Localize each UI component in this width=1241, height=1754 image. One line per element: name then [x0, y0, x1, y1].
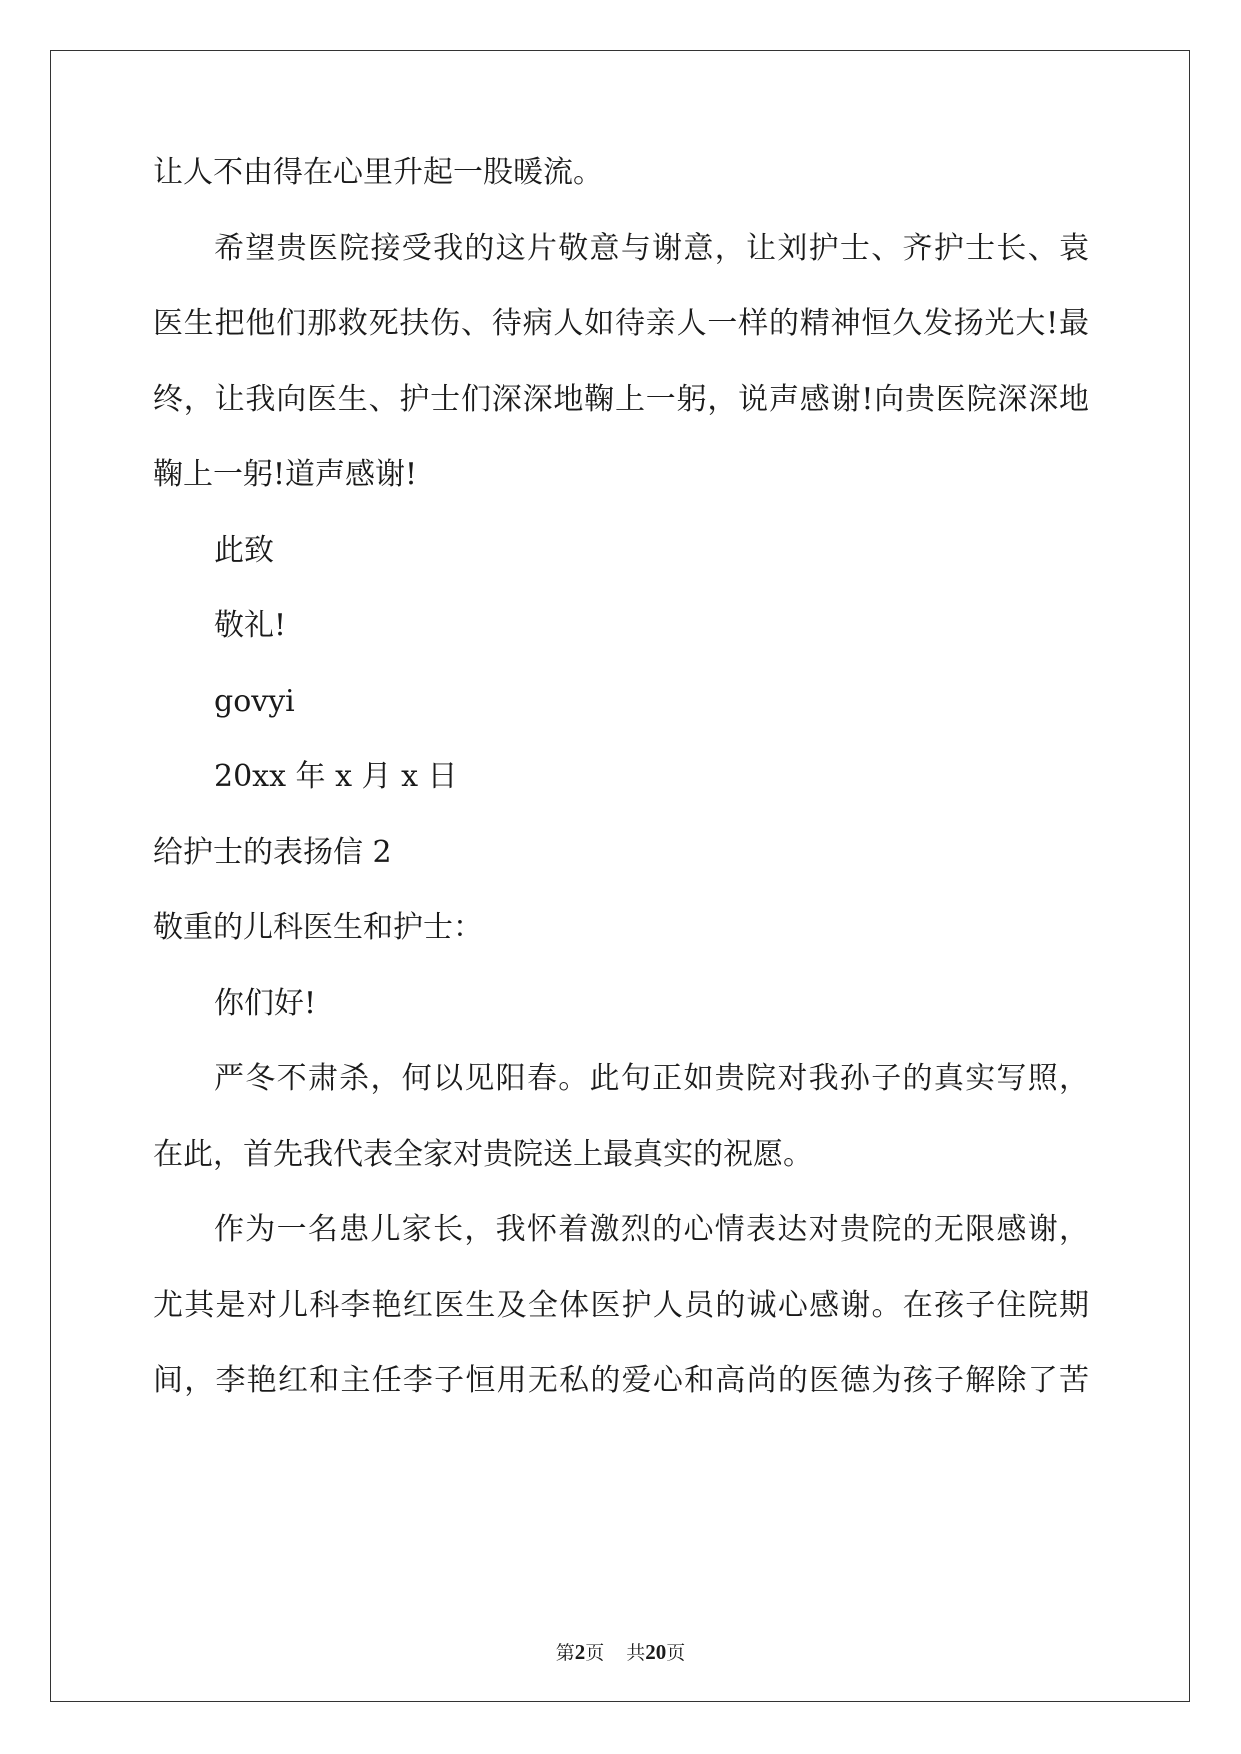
body-line: 希望贵医院接受我的这片敬意与谢意，让刘护士、齐护士长、袁	[214, 231, 1089, 266]
body-line: 鞠上一躬!道声感谢!	[153, 457, 418, 492]
body-line: 在此，首先我代表全家对贵院送上最真实的祝愿。	[153, 1137, 813, 1172]
page-footer	[0, 1640, 1241, 1665]
letter-greeting: 敬重的儿科医生和护士：	[153, 910, 483, 945]
body-line: 作为一名患儿家长，我怀着激烈的心情表达对贵院的无限感谢，	[214, 1212, 1089, 1247]
body-line: 尤其是对儿科李艳红医生及全体医护人员的诚心感谢。在孩子住院期	[153, 1288, 1089, 1323]
page-border	[50, 50, 1190, 1702]
signature-name: govyi	[214, 684, 295, 719]
signature-date: 20xx 年 x 月 x 日	[214, 759, 458, 794]
total-pages: 20	[645, 1640, 667, 1664]
page-number: 2	[574, 1640, 586, 1664]
body-line: 终，让我向医生、护士们深深地鞠上一躬，说声感谢!向贵医院深深地	[153, 382, 1089, 417]
page-suffix: 页	[585, 1642, 605, 1664]
page-prefix: 第	[555, 1642, 575, 1664]
total-suffix: 页	[666, 1642, 686, 1664]
body-line: 让人不由得在心里升起一股暖流。	[153, 155, 603, 190]
body-line: 医生把他们那救死扶伤、待病人如待亲人一样的精神恒久发扬光大!最	[153, 306, 1089, 341]
body-line: 你们好!	[214, 986, 317, 1021]
section-title: 给护士的表扬信 2	[153, 835, 392, 870]
closing-salutation: 此致	[214, 533, 274, 568]
total-prefix: 共	[626, 1642, 646, 1664]
closing-regards: 敬礼!	[214, 608, 287, 643]
body-line: 严冬不肃杀，何以见阳春。此句正如贵院对我孙子的真实写照，	[214, 1061, 1089, 1096]
body-line: 间，李艳红和主任李子恒用无私的爱心和高尚的医德为孩子解除了苦	[153, 1363, 1089, 1398]
